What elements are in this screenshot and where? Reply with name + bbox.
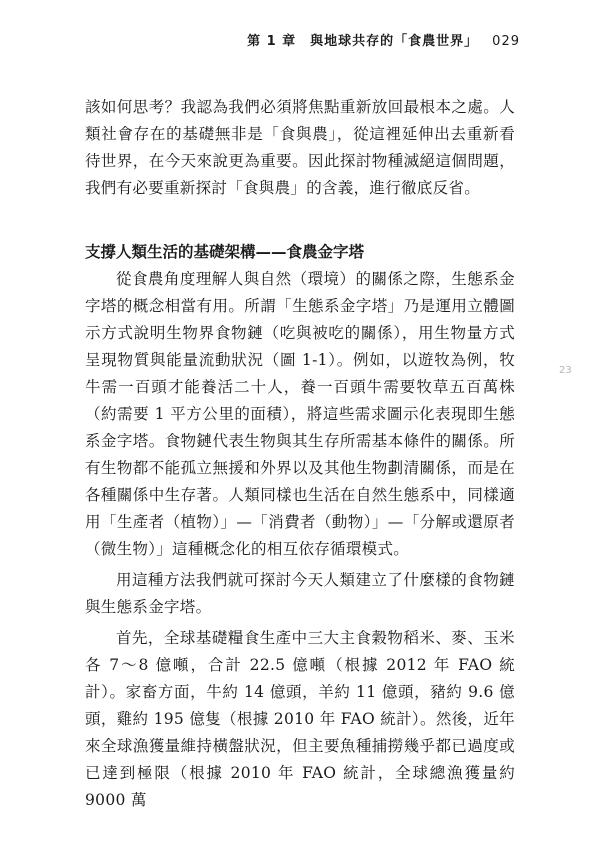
page-number: 029 bbox=[492, 34, 520, 49]
running-header bbox=[247, 30, 520, 49]
body-paragraph-2: 用這種方法我們就可探討今天人類建立了什麼樣的食物鏈與生態系金字塔。 bbox=[85, 571, 515, 616]
page-body bbox=[85, 94, 515, 814]
body-paragraph-3: 首先，全球基礎糧食生產中三大主食穀物稻米、麥、玉米各 7～8 億噸，合計 22.5 億噸（根據 2012 年 FAO 統計）。家畜方面，牛約 14 億頭，羊約 11 億頭，豬約 9.6 億頭，雞約 195 億隻（根據 2010 年 FAO 統計）。然後，近年來全球漁獲量維持橫盤狀況，但主要魚種捕撈幾乎都已過度或已達到極限（根據 2010 年 FAO 統計，全球總漁獲量約 9000 萬 bbox=[85, 629, 515, 809]
section-heading: 支撐人類生活的基礎架構——食農金字塔 bbox=[85, 243, 365, 261]
intro-paragraph: 該如何思考？我認為我們必須將焦點重新放回最根本之處。人類社會存在的基礎無非是「食與農」，從這裡延伸出去重新看待世界，在今天來說更為重要。因此探討物種滅絕這個問題，我們有必要重新探討「食與農」的含義，進行徹底反省。 bbox=[85, 98, 515, 197]
side-page-number: 23 bbox=[559, 365, 572, 376]
body-paragraph-1: 從食農角度理解人與自然（環境）的關係之際，生態系金字塔的概念相當有用。所謂「生態系金字塔」乃是運用立體圖示方式說明生物界食物鏈（吃與被吃的關係），用生物量方式呈現物質與能量流動狀況（圖 1-1）。例如，以遊牧為例，牧牛需一百頭才能養活二十人，養一百頭牛需要牧草五百萬株（約需要 1 平方公里的面積），將這些需求圖示化表現即生態系金字塔。食物鏈代表生物與其生存所需基本條件的關係。所有生物都不能孤立無援和外界以及其他生物劃清關係，而是在各種關係中生存著。人類同樣也生活在自然生態系中，同樣適用「生產者（植物）」—「消費者（動物）」—「分解或還原者（微生物）」這種概念化的相互依存循環模式。 bbox=[85, 270, 515, 558]
chapter-title: 第 1 章 與地球共存的「食農世界」 bbox=[247, 34, 479, 49]
